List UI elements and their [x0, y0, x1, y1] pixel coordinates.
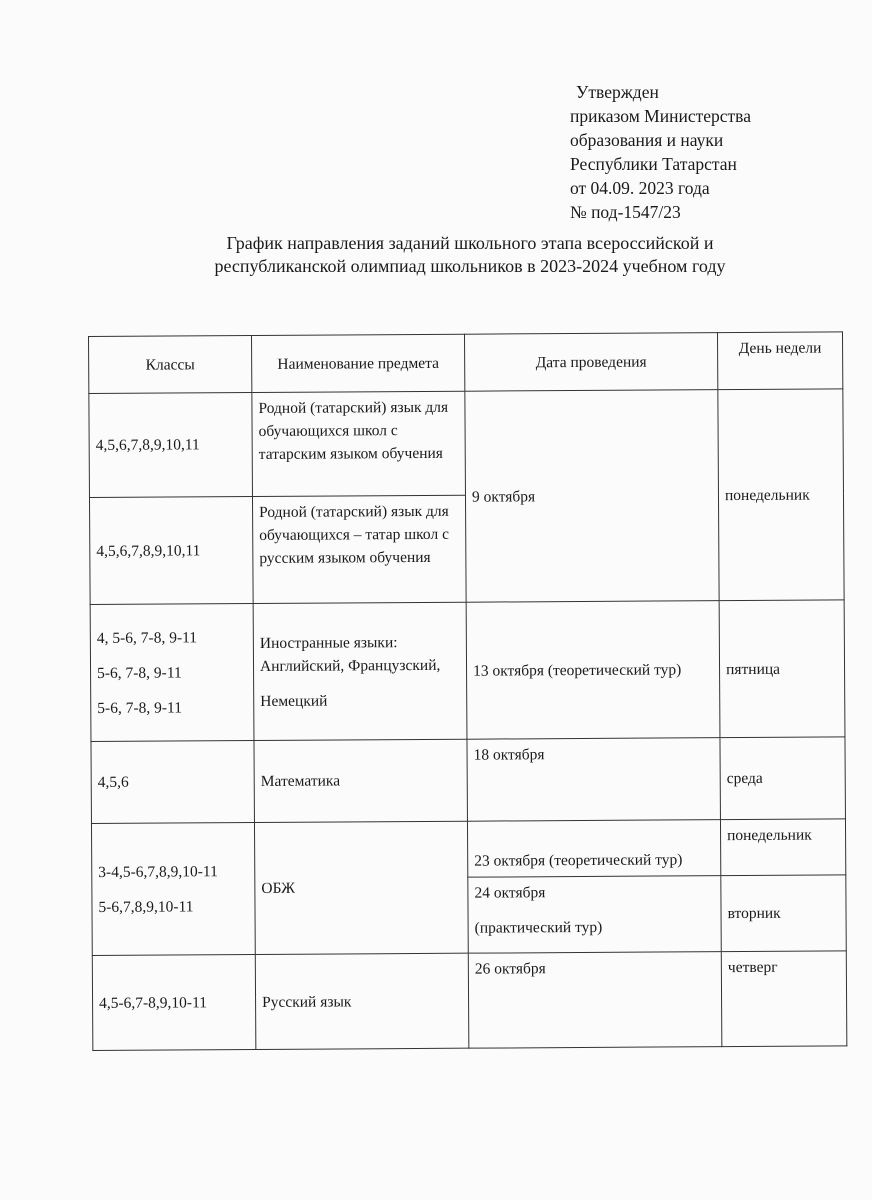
- approval-line: образования и науки: [570, 130, 724, 150]
- header-subject: Наименование предмета: [252, 334, 465, 392]
- classes-line: 4, 5-6, 7-8, 9-11: [96, 628, 198, 647]
- classes-line: 5-6, 7-8, 9-11: [97, 698, 182, 717]
- day-cell: четверг: [721, 951, 847, 1047]
- date-cell: 9 октября: [465, 390, 719, 603]
- subject-cell: Математика: [254, 739, 467, 822]
- approval-line: Утвержден: [576, 82, 659, 102]
- approval-line: Республики Татарстан: [570, 154, 737, 174]
- classes-line: 5-6,7,8,9,10-11: [98, 897, 194, 916]
- date-cell: [468, 876, 721, 954]
- subject-cell: [253, 602, 467, 740]
- date-line: 24 октября: [474, 884, 546, 902]
- day-cell: среда: [720, 737, 845, 820]
- subject-cell: ОБЖ: [254, 821, 468, 954]
- subject-cell: Родной (татарский) язык для обучающихся школ с татарским языком обучения: [252, 391, 466, 496]
- classes-cell: 4,5,6,7,8,9,10,11: [89, 393, 253, 498]
- schedule-table: [88, 331, 847, 1051]
- approval-line: приказом Министерства: [570, 106, 751, 126]
- subject-line: Иностранные языки: Английский, Французский,: [259, 633, 441, 675]
- header-date: Дата проведения: [464, 333, 717, 392]
- title-line: График направления заданий школьного этапа всероссийской и: [226, 233, 714, 253]
- table-header: [89, 332, 843, 394]
- date-cell: 26 октября: [468, 952, 722, 1049]
- table-row: [90, 600, 845, 742]
- subject-cell: Русский язык: [255, 953, 469, 1049]
- date-cell: 18 октября: [467, 738, 720, 822]
- classes-line: 3-4,5-6,7,8,9,10-11: [98, 862, 218, 881]
- approval-line: № под-1547/23: [570, 202, 681, 222]
- classes-cell: [90, 603, 254, 741]
- table-row: [89, 389, 844, 498]
- date-cell: 13 октября (теоретический тур): [466, 601, 720, 740]
- approval-stamp-text: [570, 80, 751, 224]
- header-day: День недели: [717, 332, 842, 390]
- date-cell: 23 октября (теоретический тур): [467, 820, 720, 878]
- table-row: [91, 819, 845, 880]
- table-row: [91, 737, 845, 824]
- day-cell: пятница: [719, 600, 845, 738]
- subject-cell: Родной (татарский) язык для обучающихся – татар школ с русским языком обучения: [252, 495, 466, 603]
- day-cell: вторник: [721, 875, 846, 952]
- day-cell: понедельник: [718, 389, 844, 601]
- header-classes: Классы: [89, 336, 252, 394]
- title-line: республиканской олимпиад школьников в 2023-2024 учебном году: [214, 256, 726, 276]
- date-line: (практический тур): [474, 918, 603, 937]
- subject-line: Немецкий: [260, 692, 328, 710]
- approval-line: от 04.09. 2023 года: [570, 178, 710, 198]
- classes-cell: 4,5-6,7-8,9,10-11: [92, 954, 256, 1050]
- day-cell: понедельник: [720, 819, 845, 876]
- classes-cell: 4,5,6,7,8,9,10,11: [89, 496, 253, 604]
- document-title: [150, 232, 790, 278]
- classes-line: 5-6, 7-8, 9-11: [97, 663, 182, 682]
- classes-cell: 4,5,6: [91, 740, 254, 823]
- classes-cell: [91, 822, 255, 955]
- table-row: [92, 951, 847, 1051]
